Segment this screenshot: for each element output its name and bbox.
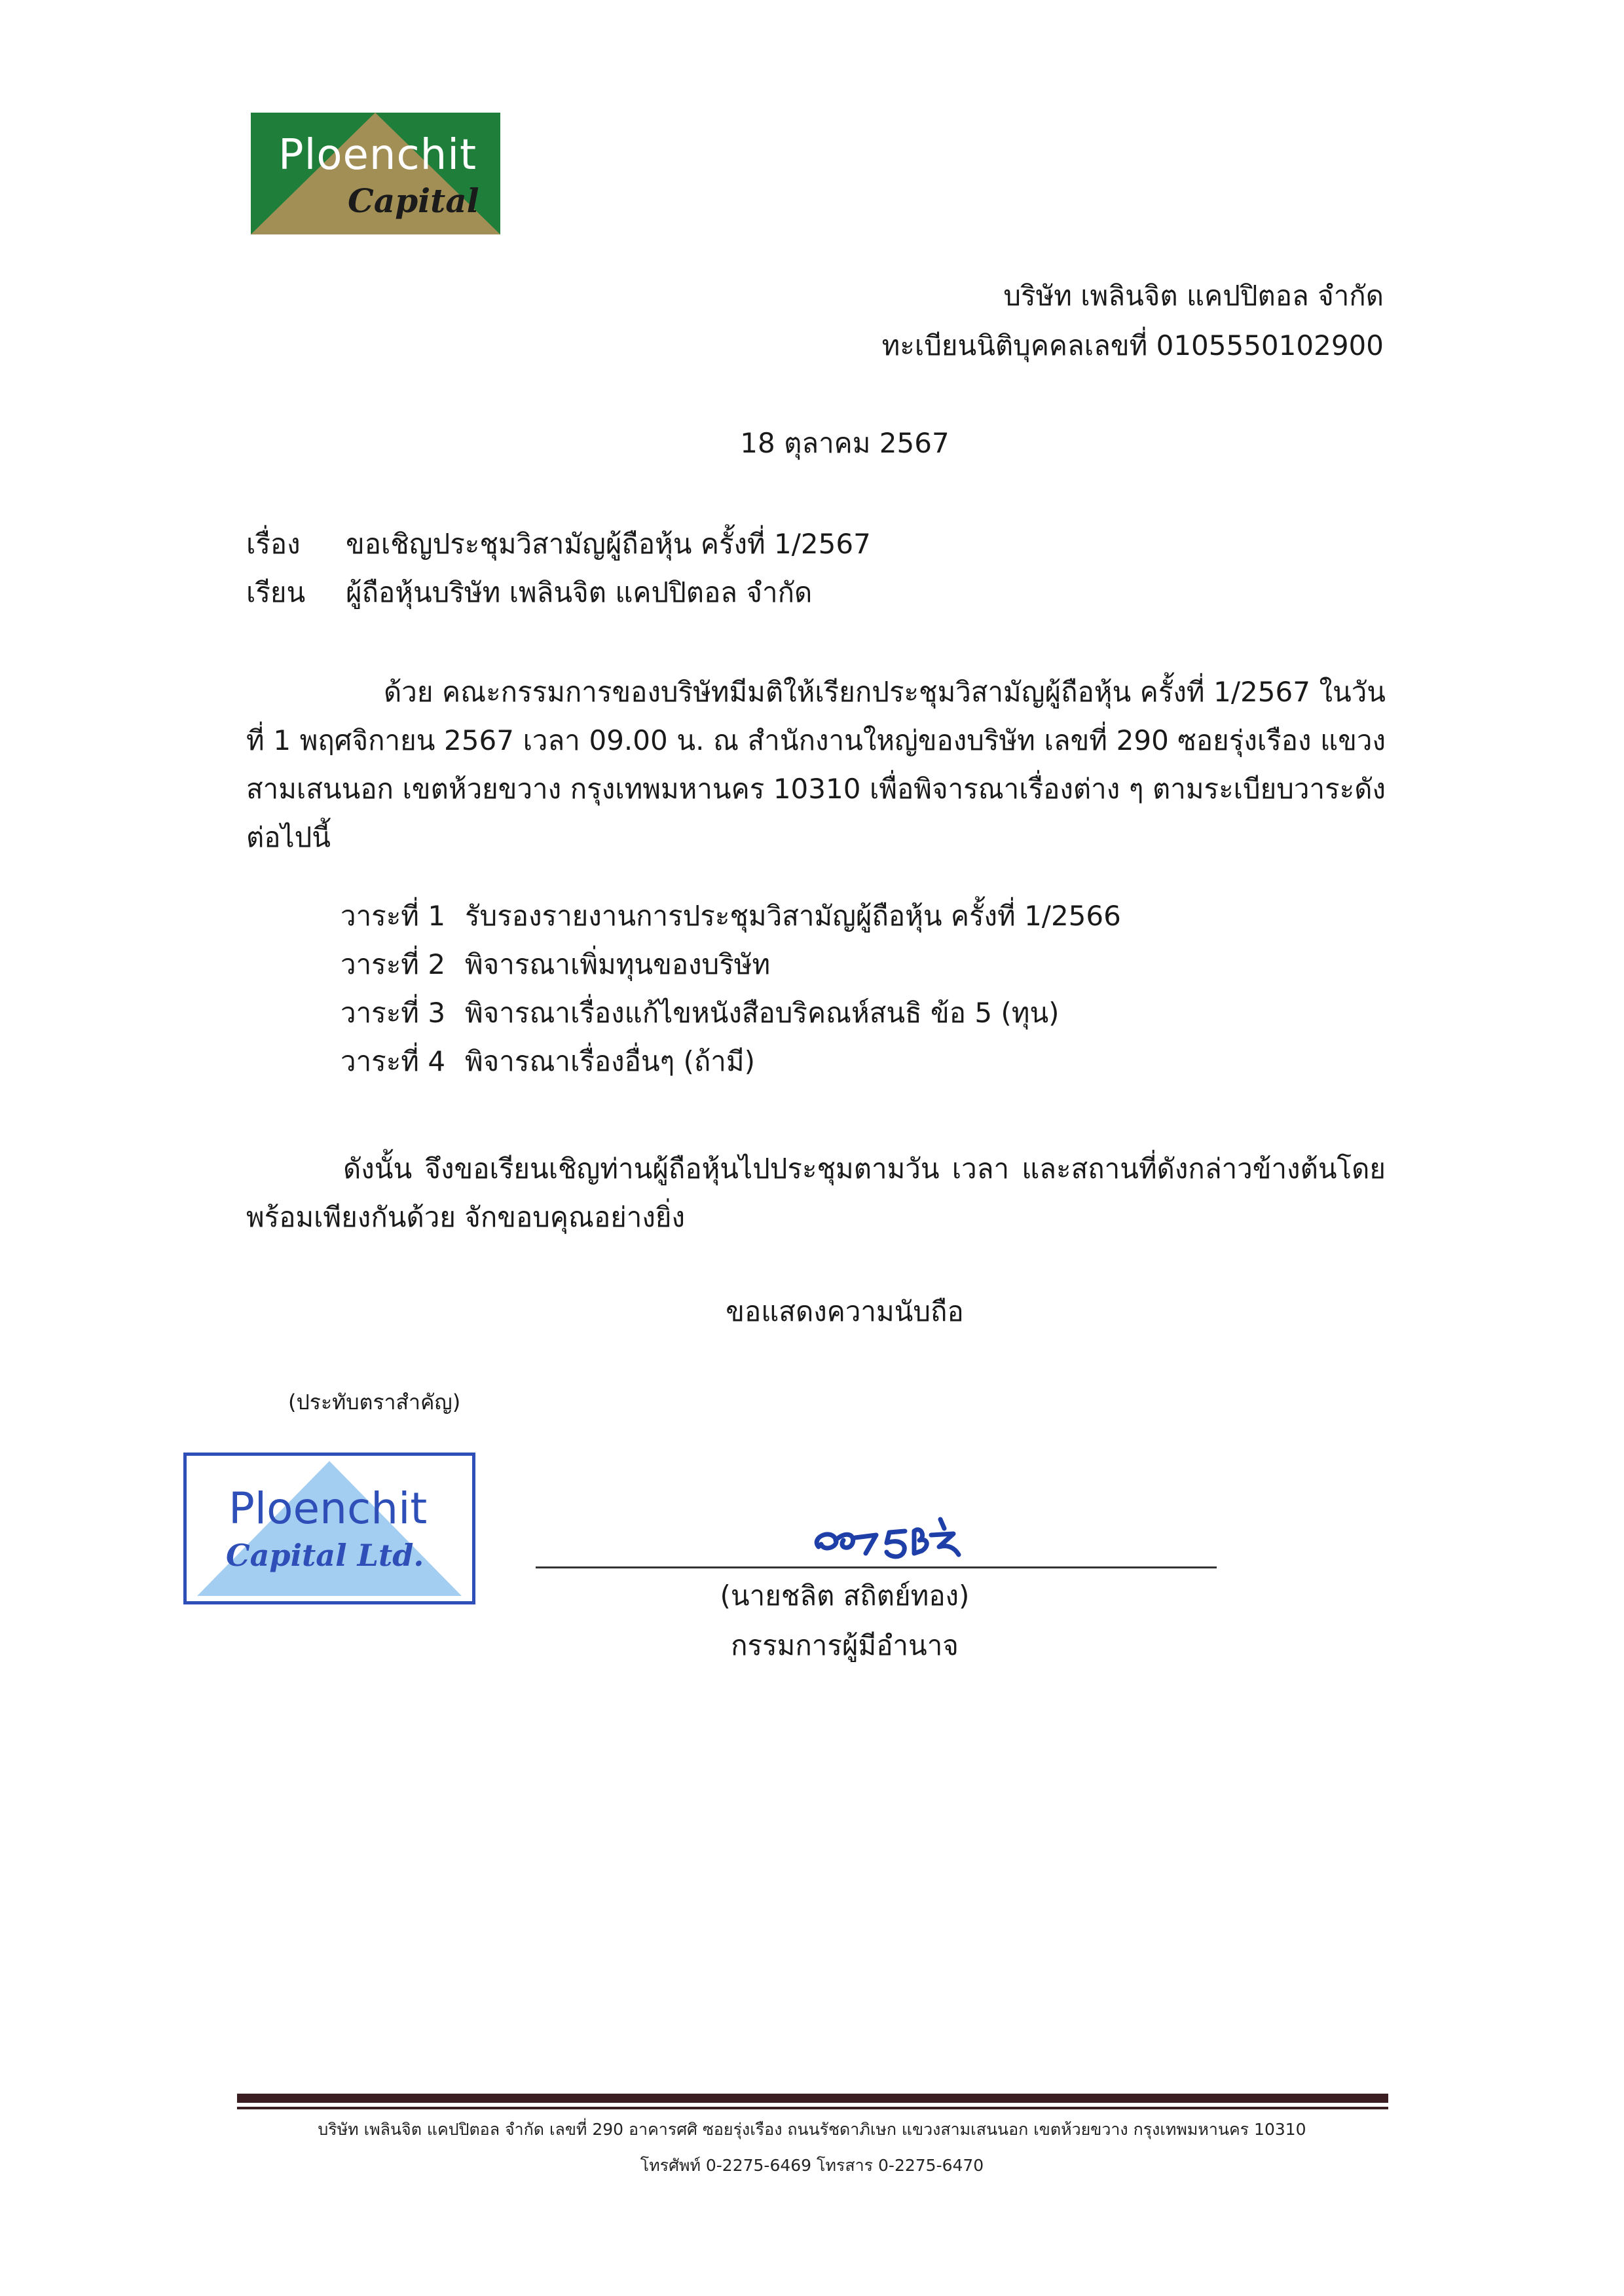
agenda-item xyxy=(341,1037,1121,1086)
company-name: บริษัท เพลินจิต แคปปิตอล จำกัด xyxy=(1003,280,1384,312)
recipient-label: เรียน xyxy=(246,576,306,608)
signer-title: กรรมการผู้มีอำนาจ xyxy=(731,1629,959,1661)
agenda-number: วาระที่ 1 xyxy=(341,900,446,932)
agenda-text: รับรองรายงานการประชุมวิสามัญผู้ถือหุ้น ครั้งที่ 1/2566 xyxy=(465,900,1121,932)
seal-subword: Capital Ltd. xyxy=(226,1538,424,1573)
subject-text: ขอเชิญประชุมวิสามัญผู้ถือหุ้น ครั้งที่ 1/2567 xyxy=(346,528,871,560)
agenda-text: พิจารณาเรื่องอื่นๆ (ถ้ามี) xyxy=(465,1045,755,1077)
agenda-number: วาระที่ 4 xyxy=(341,1045,446,1077)
signature xyxy=(792,1500,1008,1574)
signature-line xyxy=(536,1566,1217,1568)
agenda-item xyxy=(341,892,1121,940)
registration-number: ทะเบียนนิติบุคคลเลขที่ 0105550102900 xyxy=(881,329,1384,361)
closing-salutation: ขอแสดงความนับถือ xyxy=(726,1295,964,1327)
agenda-item xyxy=(341,940,1121,989)
footer-divider xyxy=(237,2094,1388,2103)
agenda-item xyxy=(341,989,1121,1037)
letter-date: 18 ตุลาคม 2567 xyxy=(740,427,950,459)
agenda-text: พิจารณาเพิ่มทุนของบริษัท xyxy=(465,948,771,980)
agenda-list xyxy=(341,892,1121,1086)
recipient-text: ผู้ถือหุ้นบริษัท เพลินจิต แคปปิตอล จำกัด xyxy=(346,576,813,608)
agenda-number: วาระที่ 3 xyxy=(341,997,446,1029)
company-seal-stamp xyxy=(183,1453,475,1604)
company-logo xyxy=(251,113,500,234)
footer-contact: โทรศัพท์ 0-2275-6469 โทรสาร 0-2275-6470 xyxy=(640,2156,984,2175)
seal-caption: (ประทับตราสำคัญ) xyxy=(288,1390,461,1415)
subject-label: เรื่อง xyxy=(246,528,301,560)
logo-word: Ploenchit xyxy=(278,131,477,179)
footer-divider-thin xyxy=(237,2107,1388,2109)
agenda-text: พิจารณาเรื่องแก้ไขหนังสือบริคณห์สนธิ ข้อ 5 (ทุน) xyxy=(465,997,1060,1029)
agenda-number: วาระที่ 2 xyxy=(341,948,446,980)
body-paragraph-1: ด้วย คณะกรรมการของบริษัทมีมติให้เรียกประชุมวิสามัญผู้ถือหุ้น ครั้งที่ 1/2567 ในวันที่ 1 พฤศจิกายน 2567 เวลา 09.00 น. ณ สำนักงานใหญ่ของบริษัท เลขที่ 290 ซอยรุ่งเรือง แขวงสามเสนนอก เขตห้วยขวาง กรุงเทพมหานคร 10310 เพื่อพิจารณาเรื่องต่าง ๆ ตามระเบียบวาระดังต่อไปนี้ xyxy=(246,676,1386,853)
logo-subword: Capital xyxy=(348,181,479,220)
signer-name: (นายชลิต สถิตย์ทอง) xyxy=(720,1580,970,1612)
signature-scribble xyxy=(792,1500,1008,1572)
seal-word: Ploenchit xyxy=(229,1483,428,1534)
footer-address: บริษัท เพลินจิต แคปปิตอล จำกัด เลขที่ 290 อาคารศศิ ซอยรุ่งเรือง ถนนรัชดาภิเษก แขวงสามเสนนอก เขตห้วยขวาง กรุงเทพมหานคร 10310 xyxy=(318,2120,1306,2139)
body-paragraph-2: ดังนั้น จึงขอเรียนเชิญท่านผู้ถือหุ้นไปประชุมตามวัน เวลา และสถานที่ดังกล่าวข้างต้นโดยพร้อมเพียงกันด้วย จักขอบคุณอย่างยิ่ง xyxy=(246,1153,1386,1233)
